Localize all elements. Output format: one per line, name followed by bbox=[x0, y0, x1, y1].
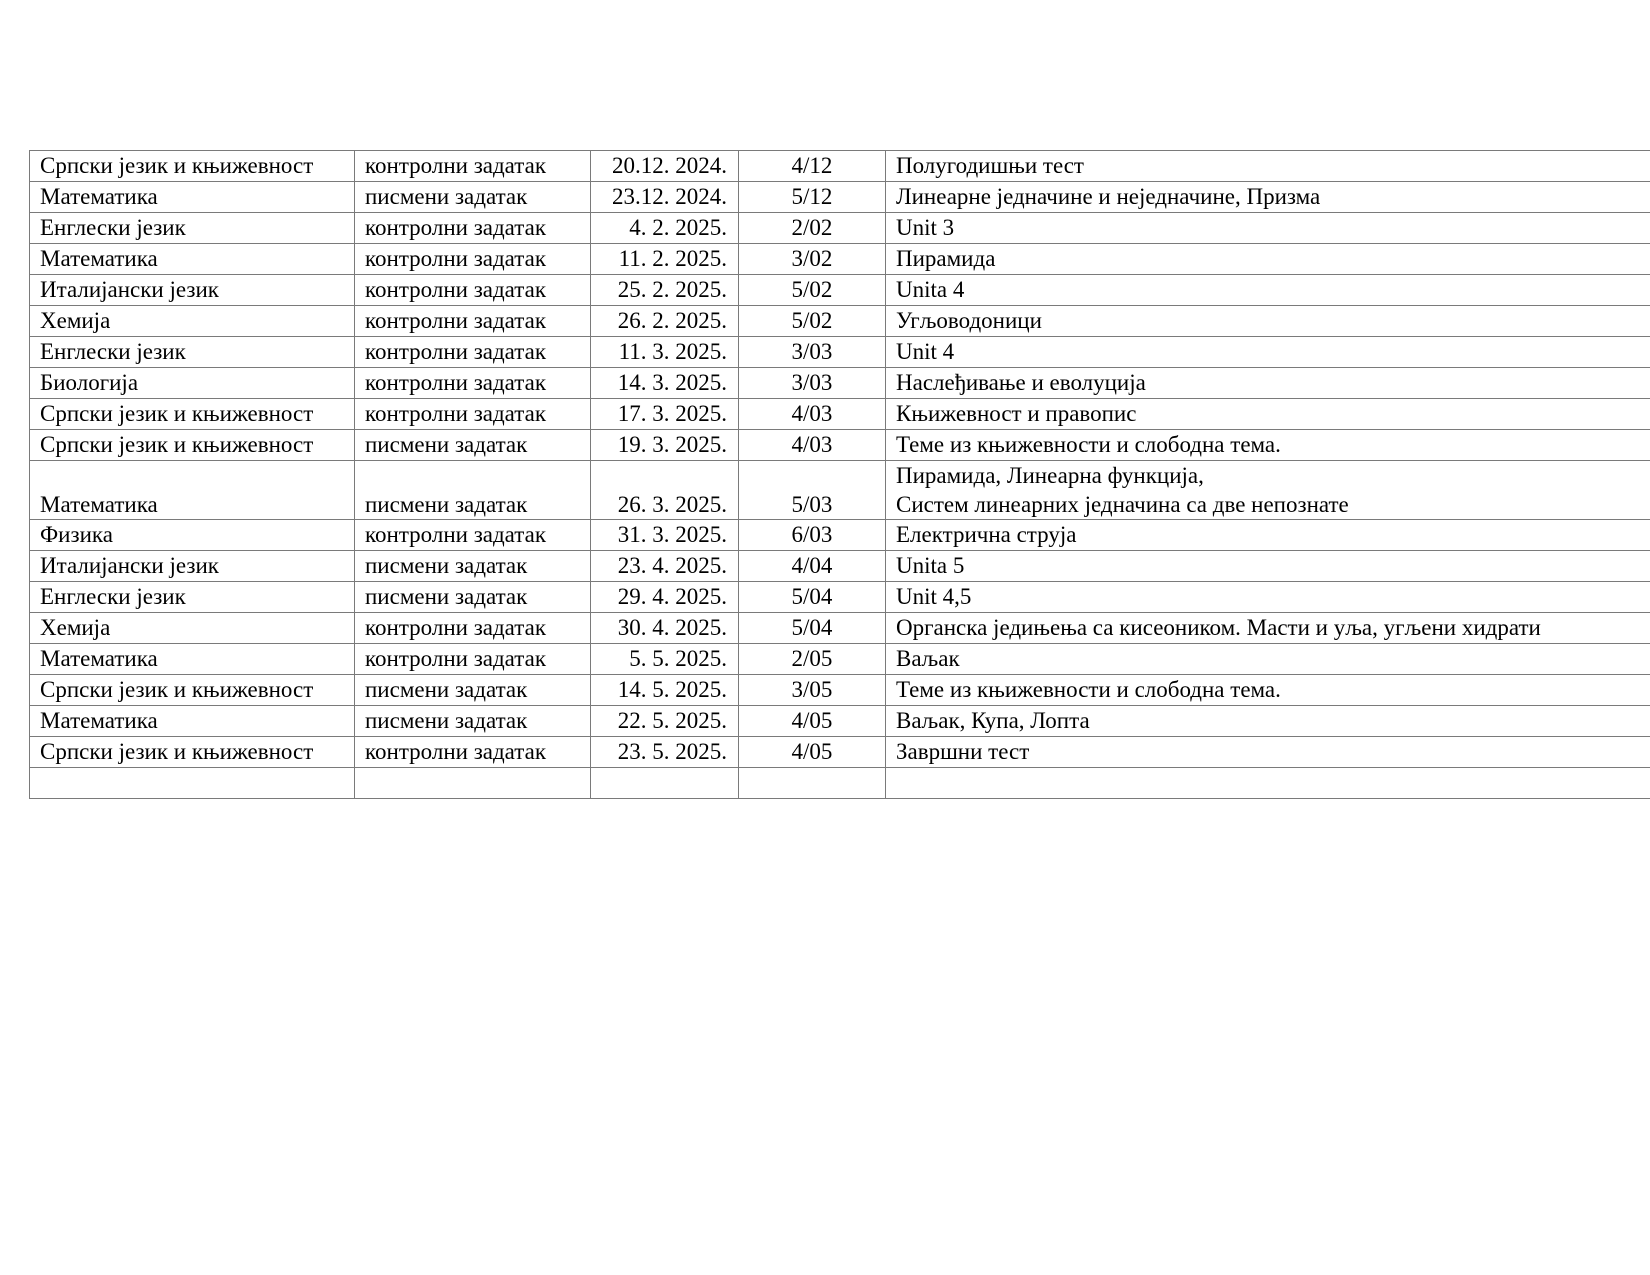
subject-cell: Енглески језик bbox=[30, 213, 355, 244]
week-cell: 4/04 bbox=[739, 551, 886, 582]
date-cell: 23.12. 2024. bbox=[591, 182, 739, 213]
topic-cell: Наслеђивање и еволуција bbox=[886, 368, 1650, 399]
subject-cell: Математика bbox=[30, 182, 355, 213]
assessment-type-cell: писмени задатак bbox=[355, 706, 591, 737]
topic-cell: Unit 4,5 bbox=[886, 582, 1650, 613]
assessment-type-cell: контролни задатак bbox=[355, 213, 591, 244]
topic-cell: Unit 3 bbox=[886, 213, 1650, 244]
topic-cell: Органска једињења са кисеоником. Масти и уља, угљени хидрати bbox=[886, 613, 1650, 644]
exam-schedule-body bbox=[30, 151, 1650, 799]
table-row bbox=[30, 399, 1650, 430]
topic-cell: Полугодишњи тест bbox=[886, 151, 1650, 182]
assessment-type-cell: контролни задатак bbox=[355, 399, 591, 430]
table-row bbox=[30, 430, 1650, 461]
date-cell: 20.12. 2024. bbox=[591, 151, 739, 182]
date-cell: 23. 4. 2025. bbox=[591, 551, 739, 582]
date-cell: 30. 4. 2025. bbox=[591, 613, 739, 644]
topic-cell bbox=[886, 768, 1650, 799]
topic-cell: Завршни тест bbox=[886, 737, 1650, 768]
week-cell: 4/05 bbox=[739, 737, 886, 768]
subject-cell: Италијански језик bbox=[30, 275, 355, 306]
topic-cell: Unit 4 bbox=[886, 337, 1650, 368]
assessment-type-cell: писмени задатак bbox=[355, 582, 591, 613]
subject-cell: Биологија bbox=[30, 368, 355, 399]
week-cell: 5/04 bbox=[739, 582, 886, 613]
subject-cell: Српски језик и књижевност bbox=[30, 737, 355, 768]
date-cell: 5. 5. 2025. bbox=[591, 644, 739, 675]
table-row bbox=[30, 706, 1650, 737]
subject-cell: Енглески језик bbox=[30, 337, 355, 368]
assessment-type-cell: контролни задатак bbox=[355, 244, 591, 275]
topic-cell: Угљоводоници bbox=[886, 306, 1650, 337]
subject-cell bbox=[30, 768, 355, 799]
assessment-type-cell: писмени задатак bbox=[355, 430, 591, 461]
assessment-type-cell: контролни задатак bbox=[355, 151, 591, 182]
date-cell: 23. 5. 2025. bbox=[591, 737, 739, 768]
table-row bbox=[30, 461, 1650, 520]
assessment-type-cell: контролни задатак bbox=[355, 737, 591, 768]
topic-cell: Теме из књижевности и слободна тема. bbox=[886, 675, 1650, 706]
assessment-type-cell: писмени задатак bbox=[355, 551, 591, 582]
date-cell: 26. 2. 2025. bbox=[591, 306, 739, 337]
assessment-type-cell: контролни задатак bbox=[355, 644, 591, 675]
subject-cell: Математика bbox=[30, 461, 355, 520]
topic-cell: Ваљак bbox=[886, 644, 1650, 675]
subject-cell: Математика bbox=[30, 644, 355, 675]
topic-cell: Unita 5 bbox=[886, 551, 1650, 582]
subject-cell: Италијански језик bbox=[30, 551, 355, 582]
subject-cell: Српски језик и књижевност bbox=[30, 430, 355, 461]
week-cell: 3/03 bbox=[739, 337, 886, 368]
assessment-type-cell: писмени задатак bbox=[355, 675, 591, 706]
table-row bbox=[30, 768, 1650, 799]
table-row bbox=[30, 737, 1650, 768]
date-cell: 11. 3. 2025. bbox=[591, 337, 739, 368]
subject-cell: Математика bbox=[30, 706, 355, 737]
date-cell: 4. 2. 2025. bbox=[591, 213, 739, 244]
week-cell: 3/05 bbox=[739, 675, 886, 706]
assessment-type-cell bbox=[355, 768, 591, 799]
subject-cell: Српски језик и књижевност bbox=[30, 675, 355, 706]
table-row bbox=[30, 337, 1650, 368]
topic-cell: Књижевност и правопис bbox=[886, 399, 1650, 430]
week-cell: 4/03 bbox=[739, 399, 886, 430]
subject-cell: Хемија bbox=[30, 306, 355, 337]
week-cell: 5/02 bbox=[739, 275, 886, 306]
subject-cell: Математика bbox=[30, 244, 355, 275]
assessment-type-cell: писмени задатак bbox=[355, 461, 591, 520]
topic-cell: Unita 4 bbox=[886, 275, 1650, 306]
topic-cell: Ваљак, Купа, Лопта bbox=[886, 706, 1650, 737]
date-cell: 31. 3. 2025. bbox=[591, 520, 739, 551]
table-row bbox=[30, 368, 1650, 399]
date-cell: 22. 5. 2025. bbox=[591, 706, 739, 737]
week-cell: 2/02 bbox=[739, 213, 886, 244]
table-row bbox=[30, 306, 1650, 337]
week-cell: 4/12 bbox=[739, 151, 886, 182]
date-cell: 26. 3. 2025. bbox=[591, 461, 739, 520]
table-row bbox=[30, 275, 1650, 306]
assessment-type-cell: писмени задатак bbox=[355, 182, 591, 213]
week-cell: 6/03 bbox=[739, 520, 886, 551]
week-cell: 5/12 bbox=[739, 182, 886, 213]
week-cell: 4/05 bbox=[739, 706, 886, 737]
table-row bbox=[30, 182, 1650, 213]
table-row bbox=[30, 151, 1650, 182]
exam-schedule-table bbox=[29, 150, 1650, 799]
topic-cell: Пирамида bbox=[886, 244, 1650, 275]
date-cell: 19. 3. 2025. bbox=[591, 430, 739, 461]
assessment-type-cell: контролни задатак bbox=[355, 368, 591, 399]
date-cell: 29. 4. 2025. bbox=[591, 582, 739, 613]
subject-cell: Српски језик и књижевност bbox=[30, 399, 355, 430]
date-cell: 11. 2. 2025. bbox=[591, 244, 739, 275]
subject-cell: Српски језик и књижевност bbox=[30, 151, 355, 182]
topic-cell: Електрична струја bbox=[886, 520, 1650, 551]
assessment-type-cell: контролни задатак bbox=[355, 275, 591, 306]
table-row bbox=[30, 244, 1650, 275]
assessment-type-cell: контролни задатак bbox=[355, 520, 591, 551]
date-cell: 14. 5. 2025. bbox=[591, 675, 739, 706]
topic-cell: Пирамида, Линеарна функција, Систем линеарних једначина са две непознате bbox=[886, 461, 1650, 520]
table-row bbox=[30, 644, 1650, 675]
subject-cell: Физика bbox=[30, 520, 355, 551]
subject-cell: Хемија bbox=[30, 613, 355, 644]
table-row bbox=[30, 520, 1650, 551]
table-row bbox=[30, 213, 1650, 244]
date-cell: 25. 2. 2025. bbox=[591, 275, 739, 306]
subject-cell: Енглески језик bbox=[30, 582, 355, 613]
assessment-type-cell: контролни задатак bbox=[355, 306, 591, 337]
week-cell: 5/04 bbox=[739, 613, 886, 644]
table-row bbox=[30, 582, 1650, 613]
assessment-type-cell: контролни задатак bbox=[355, 337, 591, 368]
date-cell: 14. 3. 2025. bbox=[591, 368, 739, 399]
topic-cell: Теме из књижевности и слободна тема. bbox=[886, 430, 1650, 461]
week-cell: 5/02 bbox=[739, 306, 886, 337]
week-cell: 3/02 bbox=[739, 244, 886, 275]
table-row bbox=[30, 551, 1650, 582]
week-cell: 2/05 bbox=[739, 644, 886, 675]
date-cell bbox=[591, 768, 739, 799]
assessment-type-cell: контролни задатак bbox=[355, 613, 591, 644]
date-cell: 17. 3. 2025. bbox=[591, 399, 739, 430]
week-cell: 5/03 bbox=[739, 461, 886, 520]
table-row bbox=[30, 613, 1650, 644]
week-cell bbox=[739, 768, 886, 799]
topic-cell: Линеарне једначине и неједначине, Призма bbox=[886, 182, 1650, 213]
week-cell: 3/03 bbox=[739, 368, 886, 399]
week-cell: 4/03 bbox=[739, 430, 886, 461]
table-row bbox=[30, 675, 1650, 706]
